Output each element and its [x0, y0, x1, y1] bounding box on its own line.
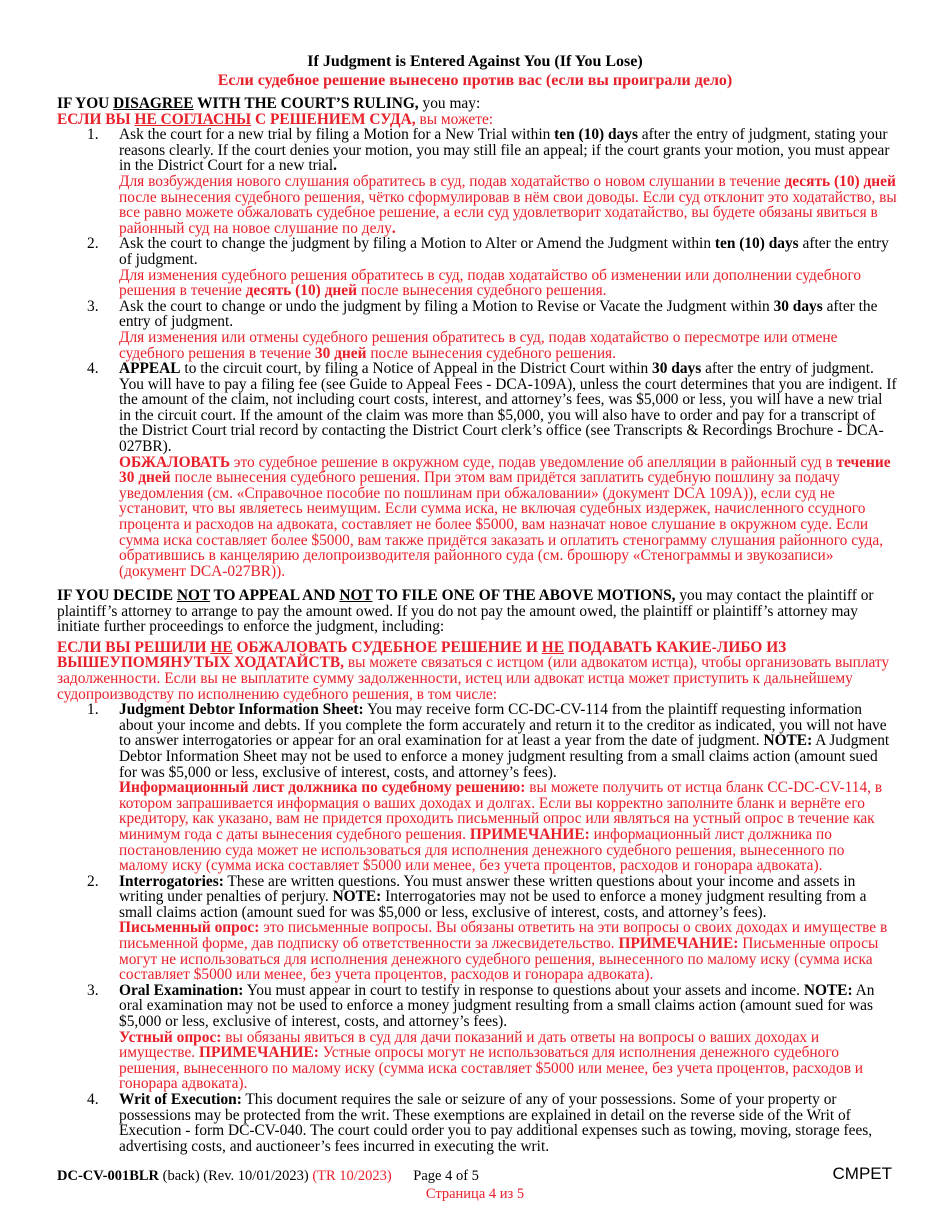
disagree-heading-ru: ЕСЛИ ВЫ НЕ СОГЛАСНЫ С РЕШЕНИЕМ СУДА, вы можете:: [57, 110, 494, 128]
list-item: 4. Writ of Execution: This document requires the sale or seizure of any of your possessions. Some of your property or possessions may be protected from the writ. These exemptions are explained in detail on the reverse side of the Writ of Execution - form DC-CV-040. The court could order you to pay additional expenses such as towing, moving, storage fees, advertising costs, and auctioneer’s fees incurred in executing the writ.: [57, 1092, 897, 1154]
disagree-heading-en: IF YOU DISAGREE WITH THE COURT’S RULING, you may:: [57, 95, 481, 112]
not-appeal-heading-en: IF YOU DECIDE NOT TO APPEAL AND NOT TO FILE ONE OF THE ABOVE MOTIONS, you may contact the plaintiff or plaintiff’s attorney to arrange to pay the amount owed. If you do not pay the amount owed, the plaintiff or plaintiff’s attorney may initiate further proceedings to enforce the judgment, including:: [57, 587, 874, 636]
item-english: Oral Examination: You must appear in court to testify in response to questions about your assets and income. NOTE: An oral examination may not be used to enforce a money judgment resulting from a small claims action (amount sued for was $5,000 or less, exclusive of interest, costs, and attorney’s fees).: [119, 981, 875, 1031]
page-number-en: Page 4 of 5: [413, 1168, 479, 1184]
list-item: 3. Ask the court to change or undo the judgment by filing a Motion to Revise or Vacate the Judgment within 30 days after the entry of judgment. Для изменения или отмены судебного решения обратитесь в суд, подав ходатайство о пересмотре или отмене судебного решения в течение 30 дней после вынесения судебного решения.: [57, 299, 897, 361]
item-russian: Для изменения судебного решения обратитесь в суд, подав ходатайство об изменении или дополнении судебного решения в течение десять (10) дней после вынесения судебного решения.: [119, 266, 862, 300]
item-russian: Информационный лист должника по судебному решению: вы можете получить от истца бланк CC-DC-CV-114, в котором запрашивается информация о ваших доходах и долгах. Если вы корректно заполните бланк и вернёте его кредитору, как указано, вам не придется проходить письменный опрос или являться на устный опрос в течение как минимум года с даты вынесения судебного решения. ПРИМЕЧАНИЕ: информационный лист должника по постановлению суда может не использоваться для исполнения денежного судебного решения, вынесенного по малому иску (сумма иска составляет $5000 или менее, без учета процентов, расходов и гонорара адвоката).: [119, 779, 883, 875]
list-item: 3. Oral Examination: You must appear in court to testify in response to questions about your assets and income. NOTE: An oral examination may not be used to enforce a money judgment resulting from a small claims action (amount sued for was $5,000 or less, exclusive of interest, costs, and attorney’s fees). Устный опрос: вы обязаны явиться в суд для дачи показаний и дать ответы на вопросы о ваших доходах и имуществе. ПРИМЕЧАНИЕ: Устные опросы могут не использоваться для исполнения денежного судебного решения, вынесенного по малому иску (сумма иска составляет $5000 или менее, без учета процентов, расходов и гонорара адвоката).: [57, 983, 897, 1092]
item-english: Writ of Execution: This document requires the sale or seizure of any of your possessions. Some of your property or possessions may be protected from the writ. These exemptions are explained in detail on the reverse side of the Writ of Execution - form DC-CV-040. The court could order you to pay additional expenses such as towing, moving, storage fees, advertising costs, and auctioneer’s fees incurred in executing the writ.: [119, 1091, 873, 1155]
title-russian: Если судебное решение вынесено против вас (если вы проиграли дело): [217, 72, 733, 89]
item-russian: ОБЖАЛОВАТЬ это судебное решение в окружном суде, подав уведомление об апелляции в районный суд в течение 30 дней после вынесения судебного решения. При этом вам придётся заплатить судебную пошлину за подачу уведомления (см. «Справочное пособие по пошлинам при обжаловании» (документ DCA 109A)), если суд не установит, что вы являетесь неимущим. Если сумма иска, не включая судебных издержек, начисленного ссудного процента и расходов на адвоката, составляет не более $5000, вам назначат новое слушание в окружном суде. Если сумма иска составляет более $5000, вам также придётся заказать и оплатить стенограмму слушания районного суда, обратившись в канцелярию делопроизводителя районного суда (см. брошюру «Стенограммы и звукозаписи» (документ DCA-027BR)).: [119, 453, 891, 580]
enforcement-list: [57, 702, 897, 1154]
item-russian: Письменный опрос: это письменные вопросы. Вы обязаны ответить на эти вопросы о своих доходах и имуществе в письменной форме, дав подписку об ответственности за лжесвидетельство. ПРИМЕЧАНИЕ: Письменные опросы могут не использоваться для исполнения денежного судебного решения, вынесенного по малому иску (сумма иска составляет $5000 или менее, без учета процентов, расходов и гонорара адвоката).: [119, 919, 888, 984]
item-english: Ask the court for a new trial by filing a Motion for a New Trial within ten (10) days after the entry of judgment, stating your reasons clearly. If the court denies your motion, you may still file an appeal; if the court grants your motion, you must appear in the District Court for a new trial.: [119, 126, 890, 175]
list-item: 2. Interrogatories: These are written questions. You must answer these written questions about your income and assets in writing under penalties of perjury. NOTE: Interrogatories may not be used to enforce a money judgment resulting from a small claims action (amount sued for was $5,000 or less, exclusive of interest, costs, and attorney’s fees). Письменный опрос: это письменные вопросы. Вы обязаны ответить на эти вопросы о своих доходах и имуществе в письменной форме, дав подписку об ответственности за лжесвидетельство. ПРИМЕЧАНИЕ: Письменные опросы могут не использоваться для исполнения денежного судебного решения, вынесенного по малому иску (сумма иска составляет $5000 или менее, без учета процентов, расходов и гонорара адвоката).: [57, 874, 897, 983]
page-footer: [57, 1169, 897, 1185]
list-item: 4. APPEAL to the circuit court, by filing a Notice of Appeal in the District Court within 30 days after the entry of judgment. You will have to pay a filing fee (see Guide to Appeal Fees - DCA-109A), unless the court determines that you are indigent. If the amount of the claim, not including court costs, interest, and attorney’s fees, was $5,000 or less, you will have a new trial in the circuit court. If the amount of the claim was more than $5,000, you will also have to order and pay for a transcript of the District Court trial record by contacting the District Court clerk’s office (see Transcripts & Recordings Brochure - DCA-027BR). ОБЖАЛОВАТЬ это судебное решение в окружном суде, подав уведомление об апелляции в районный суд в течение 30 дней после вынесения судебного решения. При этом вам придётся заплатить судебную пошлину за подачу уведомления (см. «Справочное пособие по пошлинам при обжаловании» (документ DCA 109A)), если суд не установит, что вы являетесь неимущим. Если сумма иска, не включая судебных издержек, начисленного ссудного процента и расходов на адвоката, составляет не более $5000, вам назначат новое слушание в окружном суде. Если сумма иска составляет более $5000, вам также придётся заказать и оплатить стенограмму слушания районного суда, обратившись в канцелярию делопроизводителя районного суда (см. брошюру «Стенограммы и звукозаписи» (документ DCA-027BR)).: [87, 360, 897, 580]
list-item: 1. Ask the court for a new trial by filing a Motion for a New Trial within ten (10) days after the entry of judgment, stating your reasons clearly. If the court denies your motion, you may still file an appeal; if the court grants your motion, you must appear in the District Court for a new trial. Для возбуждения нового слушания обратитесь в суд, подав ходатайство о новом слушании в течение десять (10) дней после вынесения судебного решения, чётко сформулировав в нём свои доводы. Если суд отклонит это ходатайство, вы все равно можете обжаловать судебное решение, а если суд удовлетворит ходатайство, вы будете обязаны явиться в районный суд на новое слушание по делу.: [87, 126, 897, 237]
disagree-options-list: [57, 127, 897, 579]
item-russian: Для возбуждения нового слушания обратитесь в суд, подав ходатайство о новом слушании в течение десять (10) дней после вынесения судебного решения, чётко сформулировав в нём свои доводы. Если суд отклонит это ходатайство, вы все равно можете обжаловать судебное решение, а если суд удовлетворит ходатайство, вы будете обязаны явиться в районный суд на новое слушание по делу.: [119, 172, 897, 237]
item-english: Ask the court to change or undo the judgment by filing a Motion to Revise or Vacate the Judgment within 30 days after the entry of judgment.: [119, 297, 878, 331]
not-appeal-heading-ru: ЕСЛИ ВЫ РЕШИЛИ НЕ ОБЖАЛОВАТЬ СУДЕБНОЕ РЕШЕНИЕ И НЕ ПОДАВАТЬ КАКИЕ-ЛИБО ИЗ ВЫШЕУПОМЯНУТЫХ ХОДАТАЙСТВ, вы можете связаться с истцом (или адвокатом истца), чтобы организовать выплату задолженности. Если вы не выплатите сумму задолженности, истец или адвокат истца может приступить к дальнейшему судопроизводству по исполнению судебного решения, в том числе:: [57, 638, 890, 703]
item-english: Ask the court to change the judgment by filing a Motion to Alter or Amend the Judgment within ten (10) days after the entry of judgment.: [119, 235, 889, 268]
item-english: Judgment Debtor Information Sheet: You may receive form CC-DC-CV-114 from the plaintiff requesting information about your income and debts. If you complete the form accurately and return it to the creditor as indicated, you will not have to answer interrogatories or appear for an oral examination for at least a year from the date of judgment. NOTE: A Judgment Debtor Information Sheet may not be used to enforce a money judgment resulting from a small claims action (amount sued for was $5,000 or less, exclusive of interest, costs, and attorney’s fees).: [119, 701, 890, 781]
item-english: APPEAL to the circuit court, by filing a Notice of Appeal in the District Court within 30 days after the entry of judgment. You will have to pay a filing fee (see Guide to Appeal Fees - DCA-109A), unless the court determines that you are indigent. If the amount of the claim, not including court costs, interest, and attorney’s fees, was $5,000 or less, you will have a new trial in the circuit court. If the amount of the claim was more than $5,000, you will also have to order and pay for a transcript of the District Court trial record by contacting the District Court clerk’s office (see Transcripts & Recordings Brochure - DCA-027BR).: [119, 360, 897, 456]
form-revision: (back) (Rev. 10/01/2023): [159, 1168, 313, 1184]
form-code: DC-CV-001BLR: [57, 1168, 160, 1184]
not-appeal-section: [57, 588, 897, 1154]
list-item: 1. Judgment Debtor Information Sheet: You may receive form CC-DC-CV-114 from the plaintiff requesting information about your income and debts. If you complete the form accurately and return it to the creditor as indicated, you will not have to answer interrogatories or appear for an oral examination for at least a year from the date of judgment. NOTE: A Judgment Debtor Information Sheet may not be used to enforce a money judgment resulting from a small claims action (amount sued for was $5,000 or less, exclusive of interest, costs, and attorney’s fees). Информационный лист должника по судебному решению: вы можете получить от истца бланк CC-DC-CV-114, в котором запрашивается информация о ваших доходах и долгах. Если вы корректно заполните бланк и вернёте его кредитору, как указано, вам не придется проходить письменный опрос или являться на устный опрос в течение как минимум года с даты вынесения судебного решения. ПРИМЕЧАНИЕ: информационный лист должника по постановлению суда может не использоваться для исполнения денежного судебного решения, вынесенного по малому иску (сумма иска составляет $5000 или менее, без учета процентов, расходов и гонорара адвоката).: [57, 702, 897, 874]
item-russian: Устный опрос: вы обязаны явиться в суд для дачи показаний и дать ответы на вопросы о ваших доходах и имуществе. ПРИМЕЧАНИЕ: Устные опросы могут не использоваться для исполнения денежного судебного решения, вынесенного по малому иску (сумма иска составляет $5000 или менее, без учета процентов, расходов и гонорара адвоката).: [119, 1028, 864, 1093]
list-item: 2. Ask the court to change the judgment by filing a Motion to Alter or Amend the Judgment within ten (10) days after the entry of judgment. Для изменения судебного решения обратитесь в суд, подав ходатайство об изменении или дополнении судебного решения в течение десять (10) дней после вынесения судебного решения.: [57, 236, 897, 298]
item-english: Interrogatories: These are written questions. You must answer these written questions about your income and assets in writing under penalties of perjury. NOTE: Interrogatories may not be used to enforce a money judgment resulting from a small claims action (amount sued for was $5,000 or less, exclusive of interest, costs, and attorney’s fees).: [119, 872, 867, 921]
page-title: [0, 52, 950, 90]
disagree-section: [57, 96, 897, 579]
title-english: If Judgment is Entered Against You (If You Lose): [307, 53, 643, 70]
translation-revision: (TR 10/2023): [312, 1168, 392, 1184]
page-number-ru: Страница 4 из 5: [425, 1186, 525, 1202]
language-code: CMPET: [832, 1164, 892, 1183]
item-russian: Для изменения или отмены судебного решения обратитесь в суд, подав ходатайство о пересмотре или отмене судебного решения в течение 30 дней после вынесения судебного решения.: [119, 328, 838, 362]
